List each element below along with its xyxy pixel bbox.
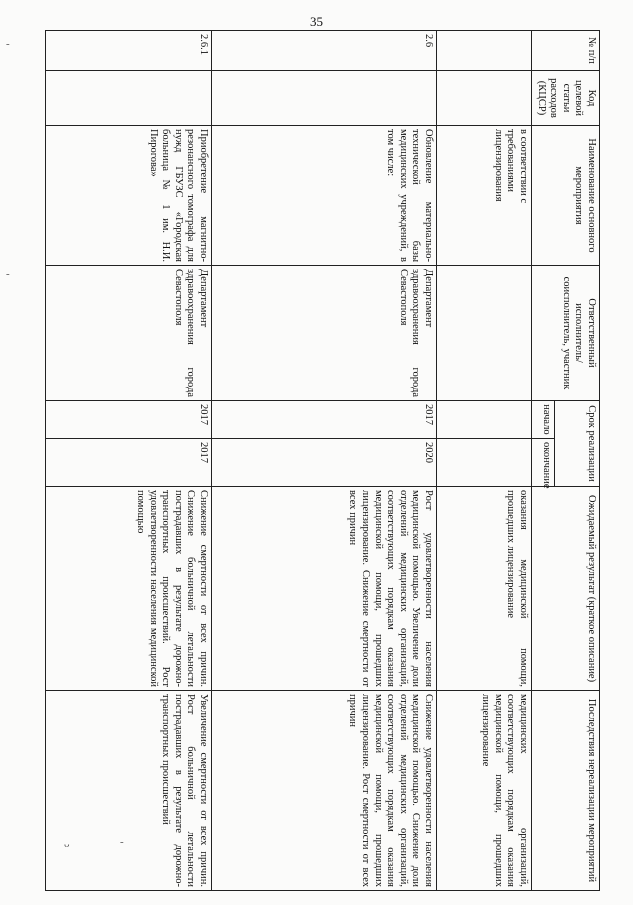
cell-consequences: медицинских организаций, соответствующих порядкам оказания медицинской помощи, прошедших лицензирование — [437, 691, 532, 891]
table-row — [46, 31, 212, 891]
activities-table — [45, 30, 600, 891]
cell-consequences: Увеличение смертности от всех причин. Рост больничной летальности пострадавших в результате дорожно-транспортных происшествий — [46, 691, 212, 891]
cell-num: 2.6.1 — [46, 31, 212, 71]
header-start: начало — [532, 401, 555, 439]
header-num: № п/п — [532, 31, 600, 71]
cell-end — [437, 439, 532, 487]
cell-responsible — [437, 266, 532, 401]
cell-code — [46, 71, 212, 126]
header-term: Срок реализации — [555, 401, 600, 487]
header-responsible: Ответственный исполнитель/соисполнитель, участник — [532, 266, 600, 401]
cell-result: оказания медицинской помощи, прошедших лицензирование — [437, 487, 532, 691]
scan-mark: ᴗ — [64, 838, 70, 850]
header-code: Код целевой статьи расходов (КЦСР) — [532, 71, 600, 126]
rotated-page — [50, 30, 600, 890]
cell-responsible: Департамент здравоохранения города Севастополя — [46, 266, 212, 401]
scan-mark: - — [6, 38, 10, 50]
cell-name: Приобретение магнитно-резонансного томографа для нужд ГБУЗС «Городская больница № 1 им. Н.И. Пирогова» — [46, 126, 212, 266]
cell-name: в соответствии с требованиями лицензирования — [437, 126, 532, 266]
scan-mark: - — [120, 836, 124, 848]
table-row — [212, 31, 437, 891]
cell-end: 2017 — [46, 439, 212, 487]
cell-result: Снижение смертности от всех причин. Снижение больничной летальности пострадавших в результате дорожно-транспортных происшествий. Рост удовлетворенности населения медицинской помощью — [46, 487, 212, 691]
cell-start: 2017 — [46, 401, 212, 439]
cell-code — [437, 71, 532, 126]
cell-start — [437, 401, 532, 439]
cell-num — [437, 31, 532, 71]
scan-mark: - — [6, 268, 10, 280]
cell-end: 2020 — [212, 439, 437, 487]
header-end: окончание — [532, 439, 555, 487]
cell-result: Рост удовлетворенности населения медицинской помощью. Увеличение доли отделений медицинских организаций, соответствующих порядкам оказания медицинской помощи, прошедших лицензирование. Снижение смертности от всех причин — [212, 487, 437, 691]
cell-consequences: Снижение удовлетворенности населения медицинской помощью. Снижение доли отделений медицинских организаций, соответствующих порядкам оказания медицинской помощи, прошедших лицензирование. Рост смертности от всех причин — [212, 691, 437, 891]
cell-code — [212, 71, 437, 126]
cell-name: Обновление материально-технической базы медицинских учреждений, в том числе: — [212, 126, 437, 266]
header-result: Ожидаемый результат (краткое описание) — [532, 487, 600, 691]
page-number: 35 — [310, 14, 323, 29]
table-row — [437, 31, 532, 891]
cell-responsible: Департамент здравоохранения города Севастополя — [212, 266, 437, 401]
header-consequences: Последствия нереализации мероприятий — [532, 691, 600, 891]
header-name: Наименование основного мероприятия — [532, 126, 600, 266]
cell-num: 2.6 — [212, 31, 437, 71]
cell-start: 2017 — [212, 401, 437, 439]
rotated-table-area — [50, 30, 600, 890]
